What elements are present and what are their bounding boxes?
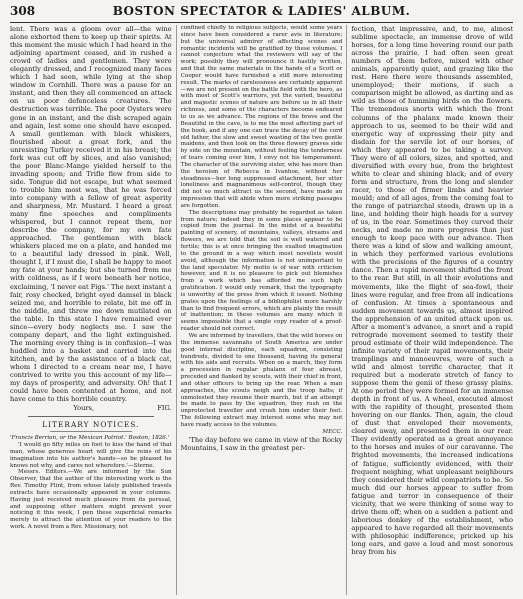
text-columns — [6, 25, 517, 595]
section-title: LITERARY NOTICES. — [42, 420, 140, 430]
extract-text: 'The day before we came in view of the Rocky Mountains, I saw in the greatest per- — [180, 435, 343, 452]
column-middle — [176, 25, 347, 595]
book-title: 'Francis Berrian, or the Mexican Patriot.' Boston, 1826.' — [10, 435, 170, 442]
epigraph-quote: 'I would go fifty miles on foot to kiss the hand of that man, whose generous heart will give the reins of his imagination into his author's hands—so be pleased he knows not why, and cares not wherefore.'—Sterne. — [10, 442, 172, 469]
signature-line — [10, 404, 172, 412]
review-text-1: confined chiefly to religious subjects, would some years since have been considered a rarer avis in literature; but the universal admirer of affecting scenes and romantic incidents will be gratified by these volumes. I cannot conjecture what the reviewers will say of the work; possibly they will pronounce it hastily written, and that the same materials in the hands of a Scott or Cooper would have furnished a still more interesting result. The marks of carelessness are certainly apparent—we are not present on the battle field with the hero, as with most of Scott's warriors, yet the varied, beautiful and majestic scenes of nature are before us in all their richness, and some of the characters become endeared to us as we advance. The regions of the brave and the Beautiful in the cave, is to me the most affecting part of the book, and if any one can trace the decay of the cord old father, the slow and sweet wasting of the two gentle maidens, and then look on the three flowery graves side by side on the mountain, without feeling the tenderness of tears coming over him, I envy not his temperament. The character of the surviving sister, who has more than the heroism of Rebecca in Ivanhoe, without her steadiness—her long suppressed attachment, her utter loneliness and magnanimous self-control, though they did not so much attract us the second, have made an impression that will abide when more striking passages are forgotten. — [180, 25, 343, 209]
running-head: BOSTON SPECTATOR & LADIES' ALBUM. — [112, 4, 411, 18]
review-text-3: We are informed by travellers, that the wild horses on the immense savannahs of South America are under good internal discipline, each squadron, consisting hundreds, divided to one thousand, having its general with his aids and recruits. When on a march, they form a procession in regular phalanx of four abreast, preceded and flanked by scouts, with their chief in front, and other officers to bring up the rear. When a man approaches, the scouts neigh and the troop halts; if unmolested they resume their march, but if an attempt be made to pass by the squadron, they rush on the unprotected traveller and crush him under their feet. The following extract may interest some who may not have ready access to the volumes. — [180, 332, 343, 428]
page-number: 308 — [10, 4, 36, 18]
review-text-2: The descriptions may probably be regarded as taken from nature; indeed they in some places appear to be copied from the journal. In the midst of a beautiful painting of scenery, of mountains, valleys, streams and flowers, we are told that the soil is well watered and fertile; this is at once bringing the exalted imagination to the ground in a way which most novelists would avoid, although the information is not unimportant to the land speculator. My motto is of war with criticism however, and it is no pleasure to pick out blemishes from a work which has afforded me such high gratification. I would only remark, that the typography is unworthy of the press from which it issued. Nothing grates upon the feelings of a bibliophilist more harshly than to find frequent errors, which are plainly the result of inattention; in these volumes are many which it seems impossible that a single copy reader of a proof-reader should not correct. — [180, 209, 343, 333]
notice-text: Messrs. Editors.—We are informed by the Sun Observer, that the author of the interesting work is the Rev. Timothy Flint, from whose lately published travels extracts have occasionally appeared in your columns. Having just received much pleasure from its perusal, and supposing other matters might prevent your noticing it this week, I pen these superficial remarks merely to attract the attention of your readers to the work. A novel from a Rev. Missionary, not — [10, 469, 172, 531]
section-divider — [28, 416, 154, 417]
column-left — [6, 25, 176, 595]
review-signature: MECC. — [322, 428, 343, 435]
column-right — [346, 25, 517, 595]
story-text: lent. There was a gloom over all—the wine alone exhorted them to keep up their spirits. At this moment the music which I had heard in the adjoining apartment ceased, and in rushed a crowd of ladies and gentlemen. They were elegantly dressed, and I recognized many faces which I had seen, while lying at the shop window in Cornhill. There was a pause for an instant, and then they all commenced an attack on us poor defenceless creatures. The destruction was terrible. The poor Oysters were gone in an instant, and the dish scraped again and again, lest some one should have escaped. A small gentleman with black whiskers, flourished about a great fork, and the unresisting Turkey received it in his breast; the fork was cut off by slices, and also vanished; the poor Blanc-Mange yielded herself to the invading spoon; and Trifle flew from side to side. Tongue did not escape, but what seemed to trouble him most was, that he was forced into company with a fellow of great asperity and sharpness, Mr. Mustard. I heard a great many fine speeches and compliments whispered, but I cannot repeat them, nor describe the company, for my own fate approached. The gentleman with black whiskers placed me on a plate, and handed me to a beautiful lady dressed in pink. Well, thought I, if I must die, I shall be happy to meet my fate at your hands; but she turned from me with coldness, as if I were beneath her notice, exclaiming, 'I never eat Figs.' The next instant a fair, rosy checked, bright eyed damsel in black seized me, and horrible to relate, bit me off in the middle, and threw me down mutilated on the table. In this state I have remained ever since—every body neglects me. I saw the company depart, and the light extinguished. The morning every thing is in confusion—I was huddled into a basket and carried into the kitchen, and by the assistance of a black cat, whom I directed to a cream near me, I have contrived to write you this account of my life—my days of prosperity, and adversity. Oh! that I could have been contented at home, and not have come to this horrible country. — [10, 25, 172, 404]
signature-yours: Yours, — [73, 404, 94, 413]
title-underline — [50, 431, 132, 432]
page-header — [10, 4, 513, 23]
signature-name: FIG. — [157, 404, 172, 413]
extract-continued: fection, that impressive, and, to me, almost sublime spectacle, an immense drove of wild horses, for a long time hovering round our path across the prairie. I had often seen great numbers of them before, mixed with other animals, apparently quiet, and grazing like the rest. Here there were thousands assembled, unemployed; their motions, if such a comparison might be allowed, as darting and as wild as those of humming birds on the flowers. The tremendous snorts with which the front columns of the phalanx made known their approach to us, seemed to be their wild and energetic way of expressing their pity and disdain for the servile lot of our horses, of which they appeared to be taking a survey. They were of all colors, sizes, and spotted, and diversified with every hue, from the brightest white to clear and shining black; and of every form and structure, from the long and slender racer, to those of firmer limbs and heavier mould; and of all ages, from the coming foal to the range of patriarchal steeds, drawn up in a line, and holding their high heads for a survey of us, in the rear. Sometimes they curved their necks, and made no more progress than just enough to keep pace with our advance. Then there was a kind of slow and walking amount, in which they performed various evolutions with the precisions of the figures of a country dance. Then a rapid movement shifted the front to the rear. But still, in all their evolutions and movements, like the flight of sea-fowl, their lines were regular, and free from all indications of confusion. At times a spontaneous and sudden movement towards us, almost inspired the apprehension of an united attack upon us. After a moment's advance, a snort and a rapid retrograde movement seemed to testify their proud estimate of their wild independence. The infinite variety of their rapid movements, their tramplings and manoeuvres, were of such a wild and almost terrific character, that it required but a moderate stretch of fancy to suppose them the genii of these grassy plains. At one period they were formed for an immense depth in front of us. A wheel, executed almost with the rapidity of thought, presented them hovering on our flanks. Then, again, the cloud of dust that enveloped their movements, cleared away, and presented them in our rear. They evidently operated as a great annoyance to the horses and mules of our caravanne. The frighted movements, the increased indications of fatigue, sufficiently evidenced, with their frequent neighing, what unpleasant neighbours they considered their wild compatriots to be. So much did our horses appear to suffer from fatigue and terror in consequence of their vicinity, that we were thinking of some way to drive them off; when on a sudden a patient and laborious donkey of the establishment, who appeared to have regarded all their movements with philosophic indifference, pricked up his long ears, and gave a loud and most sonorous bray from his — [351, 25, 514, 557]
